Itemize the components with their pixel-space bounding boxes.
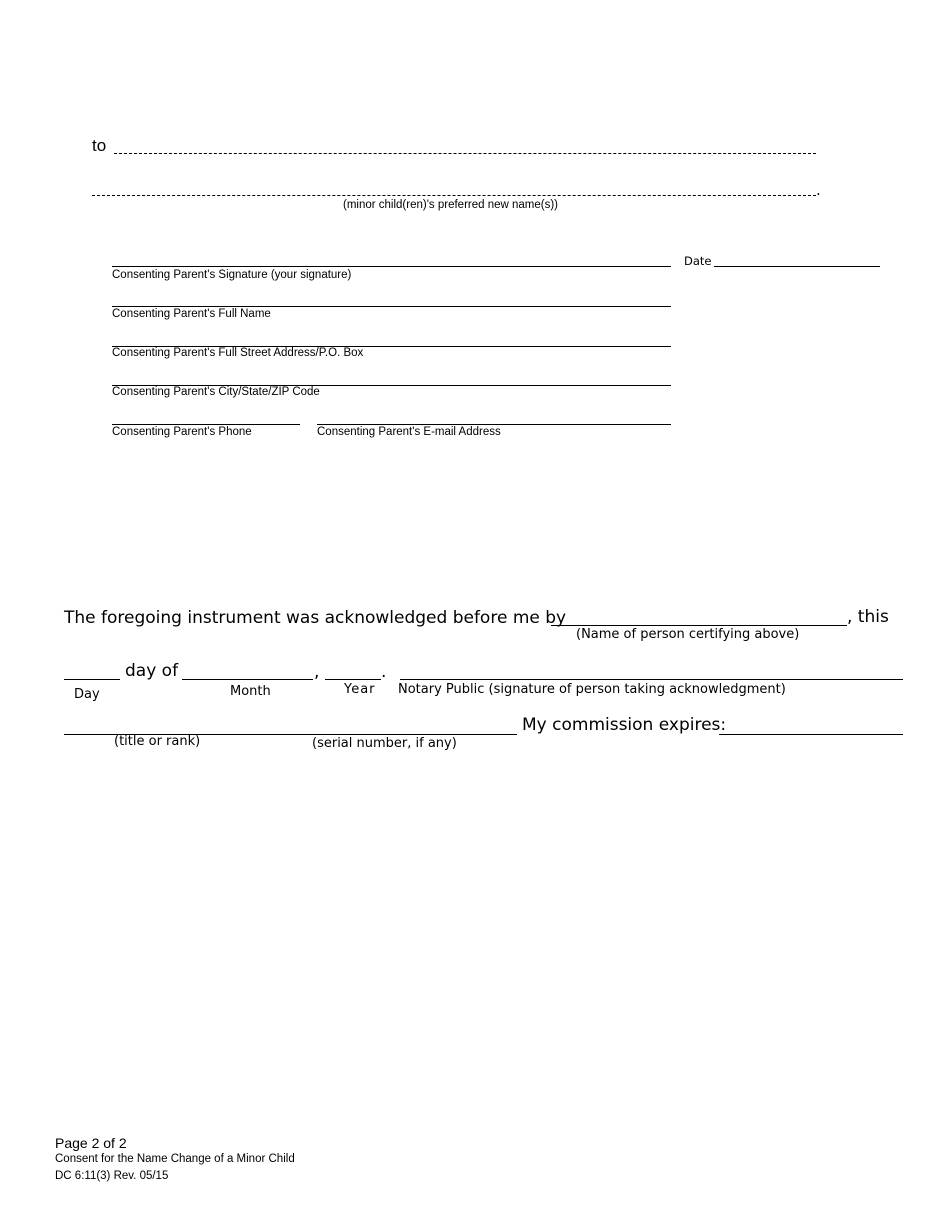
email-line[interactable] (317, 424, 671, 425)
day-line[interactable] (64, 679, 120, 680)
year-line[interactable] (325, 679, 381, 680)
certifier-name-line[interactable] (551, 625, 847, 626)
notary-signature-line[interactable] (400, 679, 903, 680)
signature-label: Consenting Parent's Signature (your signature) (112, 269, 352, 281)
serial-label: (serial number, if any) (312, 736, 457, 751)
new-name-caption: (minor child(ren)'s preferred new name(s)) (343, 199, 559, 211)
phone-label: Consenting Parent's Phone (112, 426, 252, 438)
city-label: Consenting Parent's City/State/ZIP Code (112, 386, 320, 398)
day-label: Day (74, 687, 100, 702)
new-name-line-2[interactable] (92, 195, 816, 196)
commission-line[interactable] (719, 734, 903, 735)
full-name-label: Consenting Parent's Full Name (112, 308, 271, 320)
notary-label: Notary Public (signature of person taking acknowledgment) (398, 682, 786, 697)
year-period: . (381, 662, 387, 682)
form-title: Consent for the Name Change of a Minor Child (55, 1153, 295, 1165)
title-label: (title or rank) (114, 734, 201, 749)
signature-line[interactable] (112, 266, 671, 267)
date-line[interactable] (714, 266, 880, 267)
address-label: Consenting Parent's Full Street Address/P.O. Box (112, 347, 364, 359)
day-of-text: day of (125, 661, 179, 681)
year-label: Year (344, 682, 376, 697)
this-text: , this (847, 607, 889, 627)
month-label: Month (230, 684, 271, 699)
date-label: Date (684, 254, 712, 268)
to-label: to (92, 136, 107, 155)
commission-text: My commission expires: (522, 715, 727, 735)
full-name-line[interactable] (112, 306, 671, 307)
month-comma: , (314, 662, 320, 682)
form-code: DC 6:11(3) Rev. 05/15 (55, 1170, 169, 1182)
certifier-name-caption: (Name of person certifying above) (576, 627, 800, 642)
new-name-line-1[interactable] (114, 153, 816, 154)
month-line[interactable] (182, 679, 313, 680)
phone-line[interactable] (112, 424, 300, 425)
page-number: Page 2 of 2 (55, 1135, 127, 1151)
notary-intro: The foregoing instrument was acknowledged before me by (64, 608, 567, 628)
end-period: . (816, 180, 821, 199)
email-label: Consenting Parent's E-mail Address (317, 426, 501, 438)
